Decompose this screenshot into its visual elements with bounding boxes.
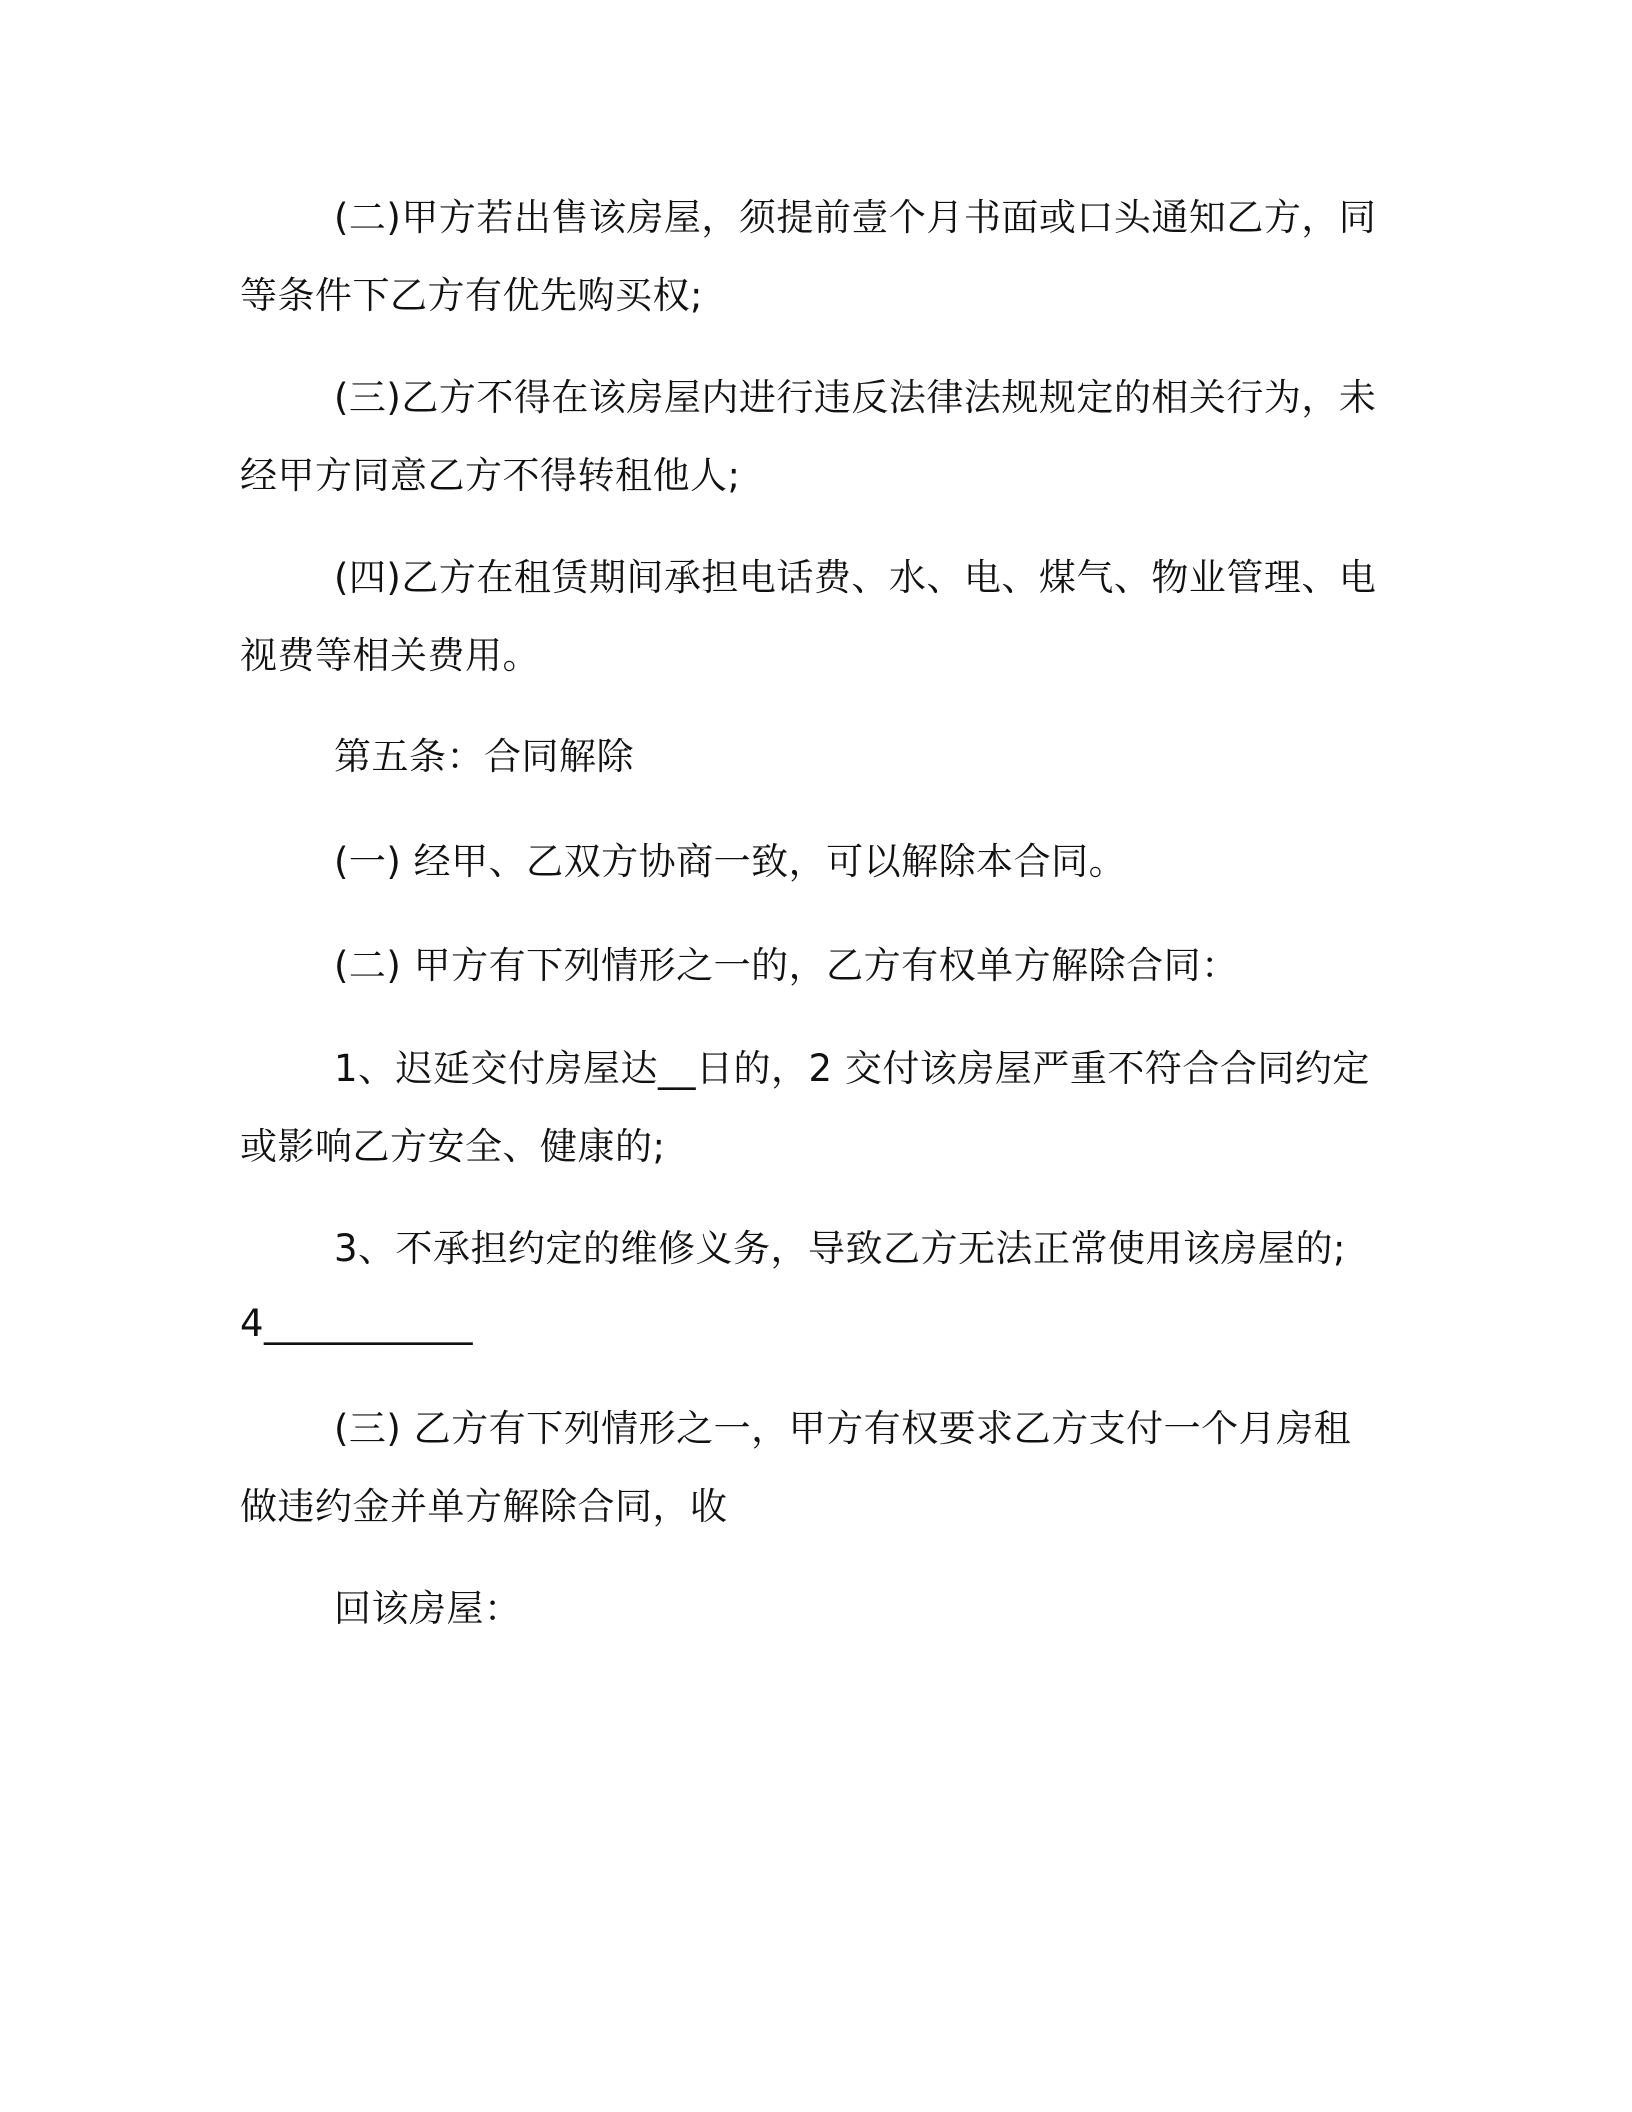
paragraph-mutual-termination: (一) 经甲、乙双方协商一致，可以解除本合同。 [334,840,1127,883]
paragraph-reclaim-house: 回该房屋： [334,1587,522,1630]
list-item-blank: 4___________ [240,1302,474,1345]
paragraph-no-sublet: (三)乙方不得在该房屋内进行违反法律法规规定的相关行为，未经甲方同意乙方不得转租他人; [240,376,1377,497]
list-item-maintenance: 3、不承担约定的维修义务，导致乙方无法正常使用该房屋的; [334,1227,1347,1270]
paragraph-sale-notice: (二)甲方若出售该房屋，须提前壹个月书面或口头通知乙方，同等条件下乙方有优先购买权; [240,196,1377,317]
section-heading-termination: 第五条：合同解除 [334,735,634,778]
paragraph-party-a-conditions: (二) 甲方有下列情形之一的，乙方有权单方解除合同： [334,944,1239,987]
paragraph-fees: (四)乙方在租赁期间承担电话费、水、电、煤气、物业管理、电视费等相关费用。 [240,556,1377,677]
paragraph-party-b-conditions: (三) 乙方有下列情形之一，甲方有权要求乙方支付一个月房租做违约金并单方解除合同，收 [240,1407,1352,1528]
list-item-delay-delivery: 1、迟延交付房屋达__日的，2 交付该房屋严重不符合合同约定或影响乙方安全、健康的; [240,1047,1370,1168]
